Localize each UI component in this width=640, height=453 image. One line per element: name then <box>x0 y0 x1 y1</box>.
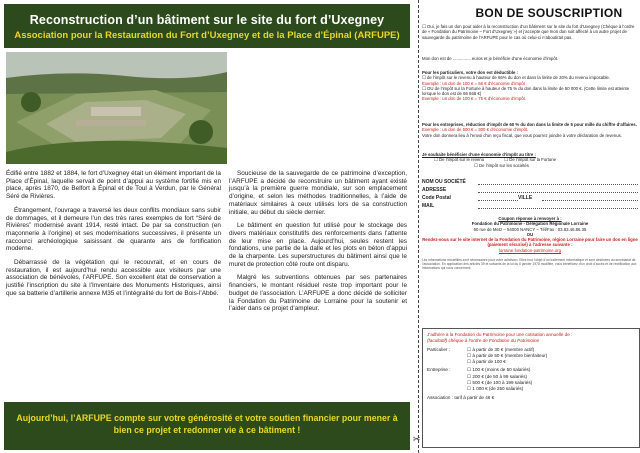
project-paragraph: Soucieuse de la sauvegarde de ce patrimoine d’exception, l’ARFUPE a décidé de reconstruire un bâtiment ayant existé jusqu’à la première guerre mondiale, sur son emplacement d’origine, et selon les méthodes traditionnelles, à l’aide de matériaux similaires à ceux utilisés lors de sa construction initiale, au début du siècle dernier. <box>229 170 407 216</box>
text-column-2 <box>229 170 407 319</box>
companies-section: Pour les entreprises, réduction d’impôt de 60 % du don dans la limite de 5 pour mille du chiffre d’affaires. Exemple : un don de 500 € = 300 € d’économie d’impôt. Votre don donnera lieu à l’envoi d’un reçu fiscal, que vous pourrez joindre à votre déclaration de revenus. <box>422 122 637 138</box>
membership-title: J’adhère à la Fondation du Patrimoine pour une cotisation annuelle de : <box>427 332 573 337</box>
restoration-paragraph: Débarrassé de la végétation qui le recouvrait, et en cours de restauration, il est aujourd’hui rendu accessible aux visiteurs par une association de bénévoles, l’ARFUPE. Son excellent état de conservation a justifié l’inscription du site à l’Inventaire des Monuments Historiques, ainsi que sa batterie d’artillerie annexe M35 et l’intégralité du fort de Bois-l’Abbé. <box>6 259 221 297</box>
postal-city-field[interactable]: Code Postal VILLE <box>422 194 638 202</box>
mail-field[interactable]: MAIL <box>422 202 638 210</box>
option-corporate-tax[interactable]: ☐ De l’impôt sur les sociétés <box>474 162 529 168</box>
company-tier-1[interactable]: ☐ 100 € (moins de 50 salariés) <box>467 367 531 373</box>
condition-paragraph: Étrangement, l’ouvrage a traversé les deux conflits mondiaux sans subir de dommages, et il demeure l’un des très rares exemples de fort “Séré de Rivières” modernisé avant 1914, resté intact. De par sa construction (en maçonnerie à l’origine) et ses modernisations successives, il présente un raccourci archéologique saisissant de quarante ans de fortification moderne. <box>6 206 221 253</box>
form-title: BON DE SOUSCRIPTION <box>475 6 623 20</box>
address-field[interactable]: ADRESSE <box>422 186 638 194</box>
coupon-info: Coupon réponse à renvoyer à : Fondation du Patrimoine - Délégation Régionale Lorraine 60 rue de Metz – 54000 NANCY – Tél/Fax : 03.83.46.86.35 OU Rendez-vous sur le site internet de la Fondation du Patrimoine, région Lorraine pour faire un don en ligne (paiement sécurisé) à l’adresse suivante : lorraine.fondation-patrimoine.org <box>422 216 638 253</box>
tax-choice: Je souhaite bénéficier d’une économie d’impôt au titre : ☐ De l’impôt sur le revenu ☐ De l’impôt sur la Fortune ☐ De l’impôt sur les sociétés <box>422 152 638 168</box>
online-link[interactable]: lorraine.fondation-patrimoine.org <box>498 247 562 253</box>
header-banner <box>4 4 410 48</box>
page-title: Reconstruction d’un bâtiment sur le site du fort d’Uxegney <box>29 13 385 27</box>
membership-box: J’adhère à la Fondation du Patrimoine pour une cotisation annuelle de : (facultatif) chèque à l’ordre de Fondation du Patrimoine Particulier : ☐ à partir de 30 € (membre actif) ☐ à partir de 50 € (membre bienfaiteur) ☐ à partir de 100 € Entreprise : ☐ 100 € (moins de 50 salariés) ☐ 200 € (de 50 à 99 salariés) ☐ 500 € (de 100 à 199 salariés) ☐ 1 000 € (de 250 salariés) Association : tarif à partir de 46 € <box>422 328 640 448</box>
example-wealth: Exemple : un don de 100 € = 75 € d’économie d’impôt. <box>422 96 527 102</box>
member-tier-3[interactable]: ☐ à partir de 100 € <box>467 359 506 365</box>
option-income-tax[interactable]: ☐ De l’impôt sur le revenu <box>434 157 485 163</box>
subscription-form <box>418 0 640 453</box>
funding-paragraph: Malgré les subventions obtenues par ses partenaires financiers, le montant résiduel reste trop important pour le budget de l’association. L’ARFUPE a donc décidé de solliciter la Fondation du Patrimoine de Lorraine pour la soutenir et l’aider dans ce projet d’ampleur. <box>229 274 407 313</box>
footer-banner <box>4 402 410 450</box>
donation-amount: Mon don est de ............... euros et je bénéficie d’une économie d’impôt. <box>422 56 559 61</box>
member-tier-2[interactable]: ☐ à partir de 50 € (membre bienfaiteur) <box>467 352 548 358</box>
income-tax-option[interactable]: ☐ de l’impôt sur le revenu à hauteur de 66% du don et dans la limite de 20% du revenu imposable. <box>422 75 611 81</box>
scissors-icon: ✂ <box>413 434 421 444</box>
donation-intro: ☐ Oui, je fais un don pour aider à la reconstruction d’un bâtiment sur le site du fort d’Uxegney (Chèque à l’ordre de « Fondation du Patrimoine – Fort d’Uxegney ») et j’accepte que mon don soit affecté à un autre projet de sauvegarde du patrimoine de l’ARFUPE pour le cas où celui-ci n’aboutirait pas. <box>422 24 635 40</box>
donation-checkbox[interactable]: ☐ <box>422 24 428 29</box>
option-wealth-tax[interactable]: ☐ De l’impôt sur la Fortune <box>504 157 557 163</box>
individuals-section: Pour les particuliers, votre don est déductible : ☐ de l’impôt sur le revenu à hauteur de 66% du don et dans la limite de 20% du revenu imposable. Exemple : un don de 100 € = 66 € d’économie d’impôt ☐ OU de l’impôt sur la Fortune à hauteur de 75 % du don dans la limite de 50 000 €. (Cette limite est atteinte lorsque le don est de 66 666 €) Exemple : un don de 100 € = 75 € d’économie d’impôt. <box>422 70 638 102</box>
company-tier-3[interactable]: ☐ 500 € (de 100 à 199 salariés) <box>467 380 533 386</box>
history-paragraph: Édifié entre 1882 et 1884, le fort d’Uxegney était un élément important de la Place d’Épinal, laquelle servait de point d’appui au système fortifié mis en place, après 1870, de Belfort à Épinal et de Toul à Verdun, par le Général Séré de Rivières. <box>6 170 221 201</box>
example-company: Exemple : un don de 500 € = 300 € d’économie d’impôt. <box>422 127 529 133</box>
call-to-action: Aujourd’hui, l’ARFUPE compte sur votre générosité et votre soutien financier pour mener à bien ce projet et redonner vie à ce bâtiment ! <box>16 413 398 435</box>
contact-fields <box>422 178 638 210</box>
wealth-tax-option[interactable]: ☐ OU de l’impôt sur la Fortune à hauteur de 75 % du don dans la limite de 50 000 €. (Cette limite est atteinte lorsque le don est de 66 666 €) <box>422 85 630 97</box>
text-column-1 <box>6 170 221 304</box>
legal-notice: Les informations recueillies sont nécessaires pour votre adhésion. Elles font l’objet d’un traitement informatique et sont destinées au secrétariat de l’association. En application des articles 39 et suivants de la loi du 6 janvier 1978 modifiée, vous bénéficiez d’un droit d’accès et de rectification aux informations qui vous concernent. <box>422 258 637 271</box>
company-tier-4[interactable]: ☐ 1 000 € (de 250 salariés) <box>467 386 524 392</box>
company-tier-2[interactable]: ☐ 200 € (de 50 à 99 salariés) <box>467 373 528 379</box>
name-field[interactable]: NOM OU SOCIÉTÉ <box>422 178 638 186</box>
association-tier: Association : tarif à partir de 46 € <box>427 394 495 400</box>
member-tier-1[interactable]: ☐ à partir de 30 € (membre actif) <box>467 346 535 352</box>
example-income: Exemple : un don de 100 € = 66 € d’économie d’impôt <box>422 80 525 86</box>
building-paragraph: Le bâtiment en question fut utilisé pour le stockage des divers matériaux constitutifs des renforcements dans l’attente de leur mise en place. Aujourd’hui, seules restent les fondations, une partie de la dalle et les plots en béton d’appui de la charpente. Les superstructures du bâtiment ainsi que le muret de protection côté route ont disparu. <box>229 222 407 268</box>
page-subtitle: Association pour la Restauration du Fort d’Uxegney et de la Place d’Épinal (ARFUPE) <box>14 30 400 41</box>
fort-aerial-photo <box>6 52 227 164</box>
receipt-note: Votre don donnera lieu à l’envoi d’un reçu fiscal, que vous pourrez joindre à votre déclaration de revenus. <box>422 132 622 138</box>
